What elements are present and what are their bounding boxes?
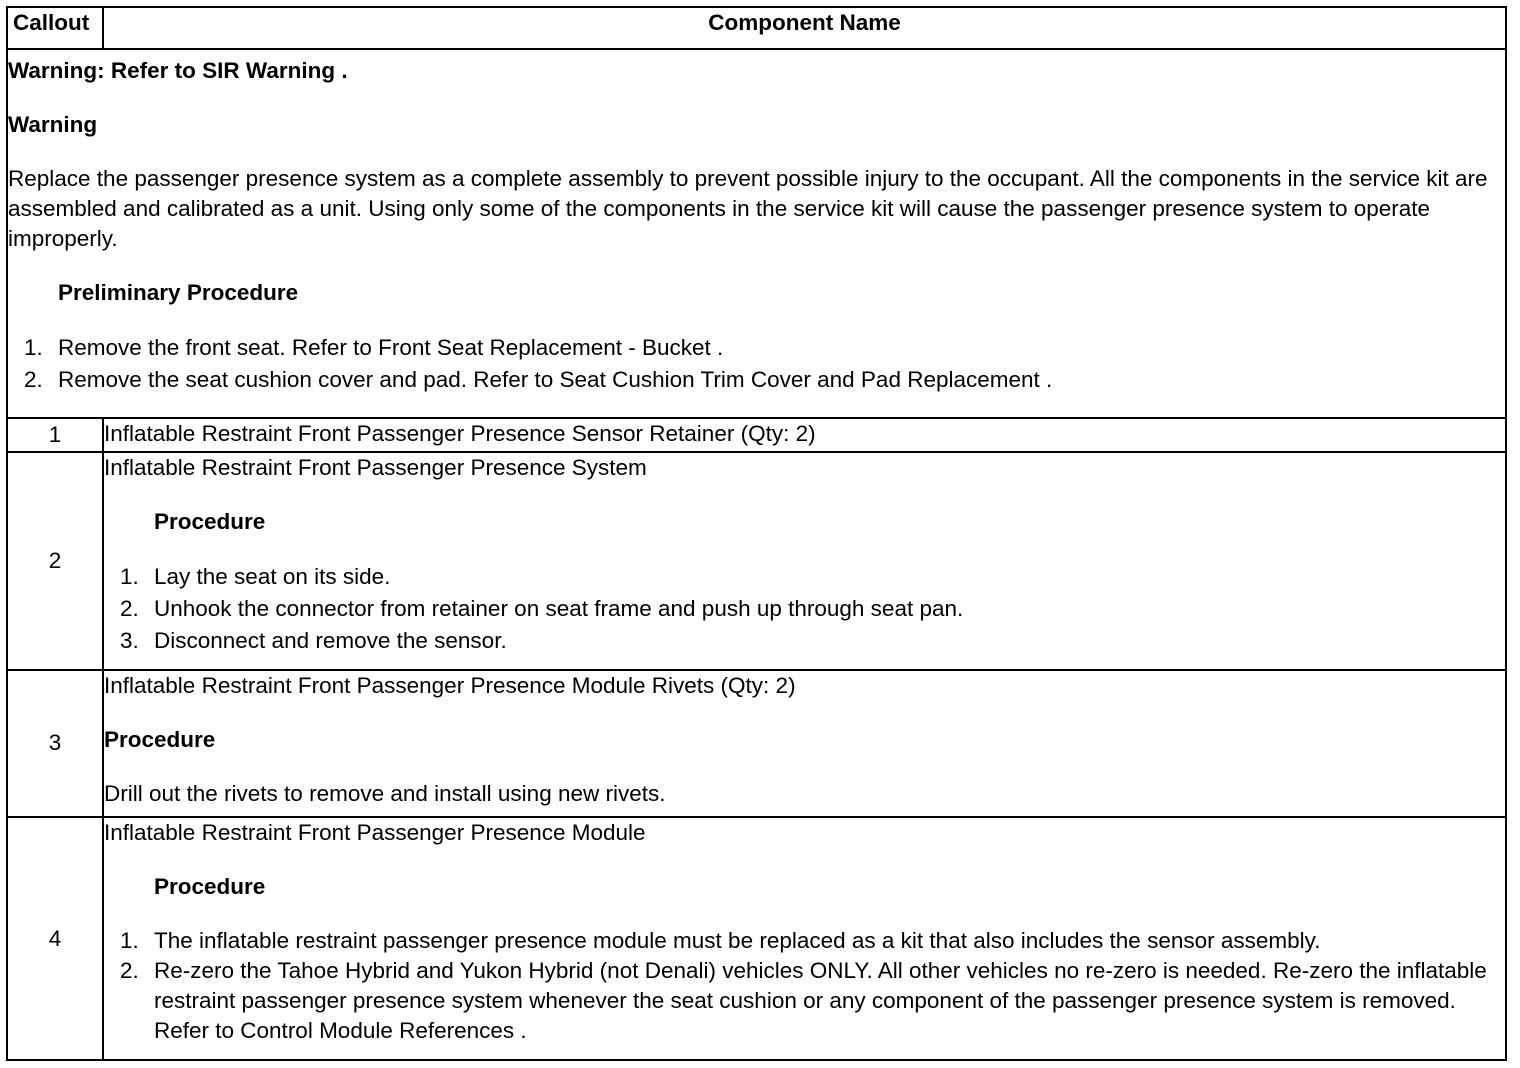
step-text: Remove the seat cushion cover and pad. Refer to Seat Cushion Trim Cover and Pad Replacement . — [58, 367, 1053, 392]
table-row — [7, 452, 1506, 669]
procedure-label: Procedure — [154, 874, 266, 900]
callout-4: 4 — [7, 817, 103, 1060]
callout-1: 1 — [7, 418, 103, 452]
step-text: Disconnect and remove the sensor. — [154, 628, 507, 654]
component-cell-2 — [103, 452, 1506, 669]
procedure-text: Drill out the rivets to remove and install using new rivets. — [104, 780, 666, 806]
list-item — [104, 593, 1505, 625]
step-number: 1. — [120, 928, 139, 954]
list-item — [104, 956, 1505, 1046]
table-row — [7, 817, 1506, 1060]
step-text: Re-zero the Tahoe Hybrid and Yukon Hybrid (not Denali) vehicles ONLY. All other vehicles no re-zero is needed. Re-zero the inflatable restraint passenger presence system whenever the seat cushion or any component of the passenger presence system is removed. Refer to Control Module References . — [154, 958, 1487, 1044]
component-table — [6, 6, 1507, 1061]
warning-cell — [7, 49, 1506, 418]
step-number: 1. — [24, 335, 43, 360]
list-item — [8, 364, 1505, 396]
step-text: Unhook the connector from retainer on seat frame and push up through seat pan. — [154, 596, 964, 622]
list-item — [104, 926, 1505, 956]
header-row — [7, 7, 1506, 49]
list-item — [104, 561, 1505, 593]
step-text: Lay the seat on its side. — [154, 564, 391, 590]
table-row — [7, 418, 1506, 452]
step-number: 2. — [24, 367, 43, 392]
table-row — [7, 670, 1506, 818]
preliminary-steps — [8, 332, 1505, 396]
component-name-2: Inflatable Restraint Front Passenger Presence System — [104, 455, 647, 481]
component-name-header: Component Name — [103, 7, 1506, 49]
warning-row — [7, 49, 1506, 418]
step-number: 2. — [120, 958, 139, 984]
warning-text: Replace the passenger presence system as a complete assembly to prevent possible injury to the occupant. All the components in the service kit are assembled and calibrated as a unit. Using only some of the components in the service kit will cause the passenger presence system to operate improperly. — [8, 166, 1488, 251]
step-number: 2. — [120, 596, 139, 622]
step-text: Remove the front seat. Refer to Front Seat Replacement - Bucket . — [58, 335, 724, 360]
preliminary-procedure-label: Preliminary Procedure — [58, 280, 299, 305]
list-item — [104, 625, 1505, 657]
step-text: The inflatable restraint passenger presence module must be replaced as a kit that also includes the sensor assembly. — [154, 928, 1321, 954]
callout-2: 2 — [7, 452, 103, 669]
procedure-steps — [104, 561, 1505, 657]
procedure-steps — [104, 926, 1505, 1046]
component-name-1: Inflatable Restraint Front Passenger Presence Sensor Retainer (Qty: 2) — [103, 418, 1506, 452]
callout-header: Callout — [7, 7, 103, 49]
step-number: 1. — [120, 564, 139, 590]
procedure-label: Procedure — [154, 509, 266, 535]
callout-3: 3 — [7, 670, 103, 818]
list-item — [8, 332, 1505, 364]
warning-label: Warning — [8, 112, 98, 137]
procedure-label: Procedure — [104, 726, 216, 752]
component-name-4: Inflatable Restraint Front Passenger Presence Module — [104, 820, 646, 846]
component-cell-3 — [103, 670, 1506, 818]
component-cell-4 — [103, 817, 1506, 1060]
warning-title: Warning: Refer to SIR Warning . — [8, 58, 348, 83]
component-name-3: Inflatable Restraint Front Passenger Presence Module Rivets (Qty: 2) — [104, 672, 796, 698]
step-number: 3. — [120, 628, 139, 654]
